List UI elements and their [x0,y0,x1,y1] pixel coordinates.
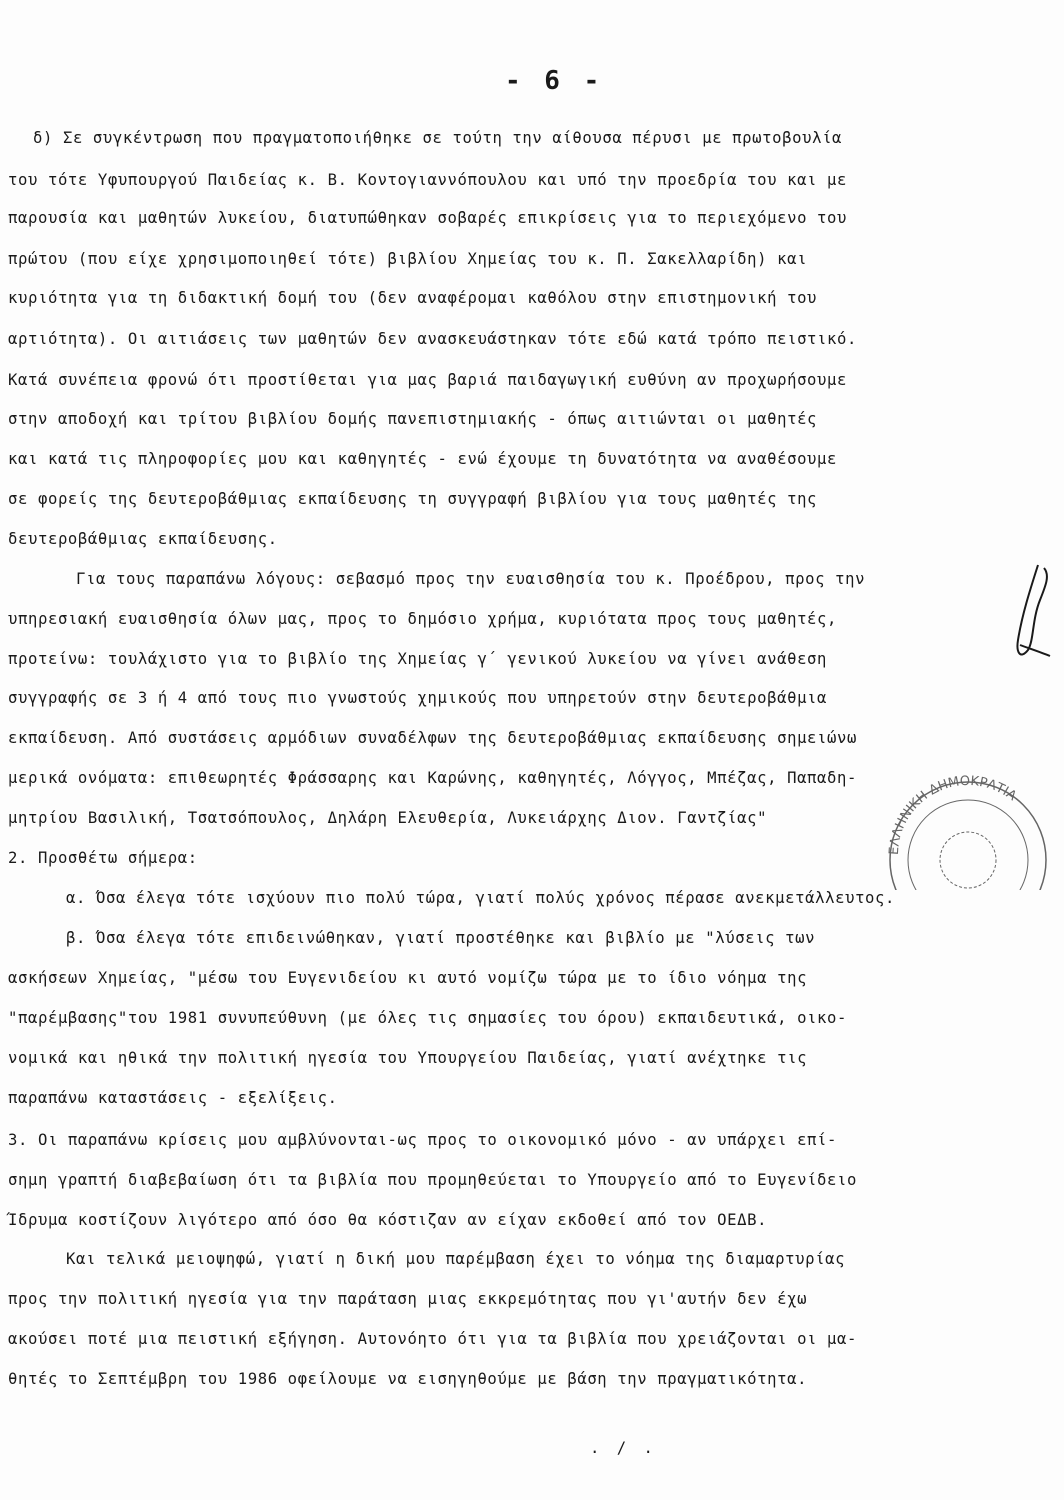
text-line: εκπαίδευση. Από συστάσεις αρμόδιων συναδέλφων της δευτεροβάθμιας εκπαίδευσης σημειώνω [8,729,857,747]
text-line: "παρέμβασης"του 1981 συνυπεύθυνη (με όλες τις σημασίες του όρου) εκπαιδευτικά, οικο- [8,1009,848,1027]
text-line: του τότε Υφυπουργού Παιδείας κ. Β. Κοντογιαννόπουλου και υπό την προεδρία του και με [8,171,848,189]
text-line: 3. Οι παραπάνω κρίσεις μου αμβλύνονται-ως προς το οικονομικό μόνο - αν υπάρχει επί- [8,1131,838,1149]
text-line: κυριότητα για τη διδακτική δομή του (δεν αναφέρομαι καθόλου στην επιστημονική του [8,289,818,307]
svg-text:ΕΛΛΗΝΙΚΗ ΔΗΜΟΚΡΑΤΙΑ [887,774,1019,855]
margin-signature-mark [1000,560,1060,670]
text-line: συγγραφής σε 3 ή 4 από τους πιο γνωστούς χημικούς που υπηρετούν στην δευτεροβάθμια [8,689,828,707]
text-line: προς την πολιτική ηγεσία για την παράταση μιας εκκρεμότητας που γι'αυτήν δεν έχω [8,1290,808,1308]
text-line: ακούσει ποτέ μια πειστική εξήγηση. Αυτονόητο ότι για τα βιβλία που χρειάζονται οι μα- [8,1330,857,1348]
text-line: Ίδρυμα κοστίζουν λιγότερο από όσο θα κόστιζαν αν είχαν εκδοθεί από τον ΟΕΔΒ. [8,1211,768,1229]
text-line: ασκήσεων Χημείας, "μέσω του Ευγενιδείου κι αυτό νομίζω τώρα με το ίδιο νόημα της [8,969,808,987]
text-line: Κατά συνέπεια φρονώ ότι προστίθεται για μας βαριά παιδαγωγική ευθύνη αν προχωρήσουμε [8,371,848,389]
text-line: α. Όσα έλεγα τότε ισχύουν πιο πολύ τώρα, γιατί πολύς χρόνος πέρασε ανεκμετάλλευτος. [66,889,896,907]
text-line: παρουσία και μαθητών λυκείου, διατυπώθηκαν σοβαρές επικρίσεις για το περιεχόμενο του [8,209,848,227]
text-line: μερικά ονόματα: επιθεωρητές Φράσσαρης και Καρώνης, καθηγητές, Λόγγος, Μπέζας, Παπαδη- [8,769,857,787]
text-line: δευτεροβάθμιας εκπαίδευσης. [8,530,278,548]
continuation-mark: . / . [590,1439,657,1457]
text-line: 2. Προσθέτω σήμερα: [8,849,198,867]
page-number: - 6 - [505,66,604,96]
text-line: Για τους παραπάνω λόγους: σεβασμό προς την ευαισθησία του κ. Προέδρου, προς την [76,570,866,588]
text-line: πρώτου (που είχε χρησιμοποιηθεί τότε) βιβλίου Χημείας του κ. Π. Σακελλαρίδη) και [8,250,808,268]
text-line: Και τελικά μειοψηφώ, γιατί η δική μου παρέμβαση έχει το νόημα της διαμαρτυρίας [66,1250,846,1268]
text-line: παραπάνω καταστάσεις - εξελίξεις. [8,1089,338,1107]
text-line: μητρίου Βασιλική, Τσατσόπουλος, Δηλάρη Ελευθερία, Λυκειάρχης Διον. Γαντζίας" [8,809,768,827]
official-stamp [858,760,1058,890]
text-line: στην αποδοχή και τρίτου βιβλίου δομής πανεπιστημιακής - όπως αιτιώνται οι μαθητές [8,410,818,428]
text-line: προτείνω: τουλάχιστο για το βιβλίο της Χημείας γ΄ γενικού λυκείου να γίνει ανάθεση [8,650,828,668]
text-line: θητές το Σεπτέμβρη του 1986 οφείλουμε να εισηγηθούμε με βάση την πραγματικότητα. [8,1370,808,1388]
text-line: σημη γραπτή διαβεβαίωση ότι τα βιβλία που προμηθεύεται το Υπουργείο από το Ευγενίδειο [8,1171,857,1189]
text-line: και κατά τις πληροφορίες μου και καθηγητές - ενώ έχουμε τη δυνατότητα να αναθέσουμε [8,450,838,468]
text-line: σε φορείς της δευτεροβάθμιας εκπαίδευσης τη συγγραφή βιβλίου για τους μαθητές της [8,490,818,508]
text-line: δ) Σε συγκέντρωση που πραγματοποιήθηκε σε τούτη την αίθουσα πέρυσι με πρωτοβουλία [33,129,843,147]
stamp-text: ΕΛΛΗΝΙΚΗ ΔΗΜΟΚΡΑΤΙΑ [886,773,1020,856]
text-line: υπηρεσιακή ευαισθησία όλων μας, προς το δημόσιο χρήμα, κυριότατα προς τους μαθητές, [8,610,838,628]
text-line: νομικά και ηθικά την πολιτική ηγεσία του Υπουργείου Παιδείας, γιατί ανέχτηκε τις [8,1049,808,1067]
text-line: αρτιότητα). Οι αιτιάσεις των μαθητών δεν ανασκευάστηκαν τότε εδώ κατά τρόπο πειστικό. [8,330,857,348]
text-line: β. Όσα έλεγα τότε επιδεινώθηκαν, γιατί προστέθηκε και βιβλίο με "λύσεις των [66,929,816,947]
